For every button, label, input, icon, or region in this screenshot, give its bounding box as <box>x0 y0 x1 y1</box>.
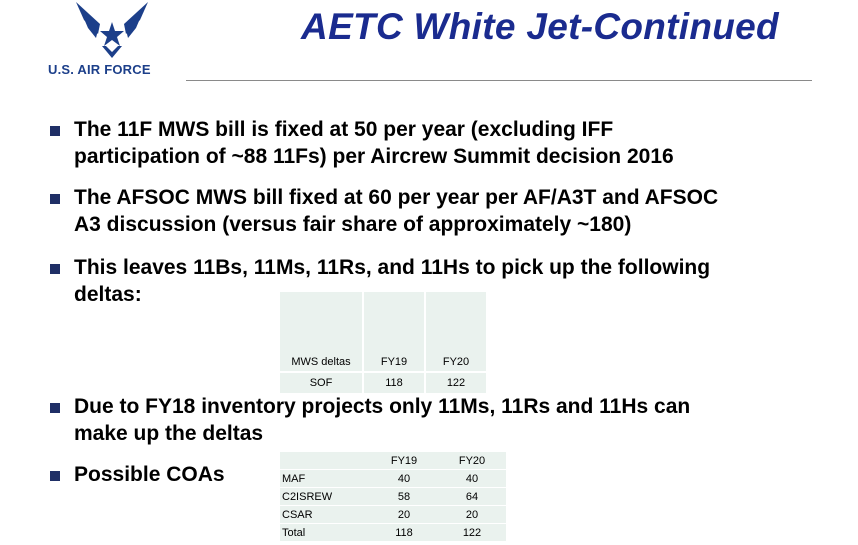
bullet-line: Due to FY18 inventory projects only 11Ms, 11Rs and 11Hs can <box>74 395 691 418</box>
usaf-wings-icon <box>74 0 150 60</box>
page-title: AETC White Jet-Continued <box>301 6 779 47</box>
table-corner <box>280 452 370 470</box>
bullet-item <box>48 184 828 238</box>
bullet-line: deltas: <box>74 283 142 306</box>
table-cell: 40 <box>438 470 506 488</box>
row-label: C2ISREW <box>280 488 370 506</box>
table-row <box>280 372 486 393</box>
table-row <box>280 506 506 524</box>
column-header: FY19 <box>363 292 425 372</box>
table-row <box>280 524 506 542</box>
bullet-item <box>48 116 828 170</box>
table-label: MWS deltas <box>280 292 363 372</box>
bullet-line: participation of ~88 11Fs) per Aircrew Summit decision 2016 <box>74 145 674 168</box>
column-header: FY20 <box>438 452 506 470</box>
bullet-line: A3 discussion (versus fair share of approximately ~180) <box>74 213 632 236</box>
row-label: SOF <box>280 372 363 393</box>
bullet-line: This leaves 11Bs, 11Ms, 11Rs, and 11Hs to pick up the following <box>74 256 711 279</box>
table-cell: 64 <box>438 488 506 506</box>
bullet-square-icon <box>50 126 60 136</box>
usaf-logo <box>48 0 178 80</box>
header-divider <box>186 80 812 81</box>
bullet-square-icon <box>50 264 60 274</box>
table-cell: 118 <box>363 372 425 393</box>
table-cell: 58 <box>370 488 438 506</box>
column-header: FY20 <box>425 292 486 372</box>
row-label: MAF <box>280 470 370 488</box>
table-cell: 20 <box>438 506 506 524</box>
column-header: FY19 <box>370 452 438 470</box>
mws-deltas-table <box>280 292 486 393</box>
bullet-line: make up the deltas <box>74 422 264 445</box>
table-header-row <box>280 452 506 470</box>
bullet-item <box>48 393 828 447</box>
table-row <box>280 470 506 488</box>
table-cell: 122 <box>425 372 486 393</box>
bullet-square-icon <box>50 194 60 204</box>
table-row <box>280 488 506 506</box>
row-label: Total <box>280 524 370 542</box>
bullet-line: Possible COAs <box>74 463 225 486</box>
row-label: CSAR <box>280 506 370 524</box>
bullet-line: The 11F MWS bill is fixed at 50 per year (excluding IFF <box>74 118 614 141</box>
bullet-square-icon <box>50 471 60 481</box>
table-cell: 118 <box>370 524 438 542</box>
table-cell: 40 <box>370 470 438 488</box>
table-cell: 20 <box>370 506 438 524</box>
logo-text: U.S. AIR FORCE <box>48 62 151 77</box>
bullet-square-icon <box>50 403 60 413</box>
table-cell: 122 <box>438 524 506 542</box>
table-row <box>280 292 486 372</box>
coa-table <box>280 452 506 542</box>
bullet-line: The AFSOC MWS bill fixed at 60 per year per AF/A3T and AFSOC <box>74 186 719 209</box>
